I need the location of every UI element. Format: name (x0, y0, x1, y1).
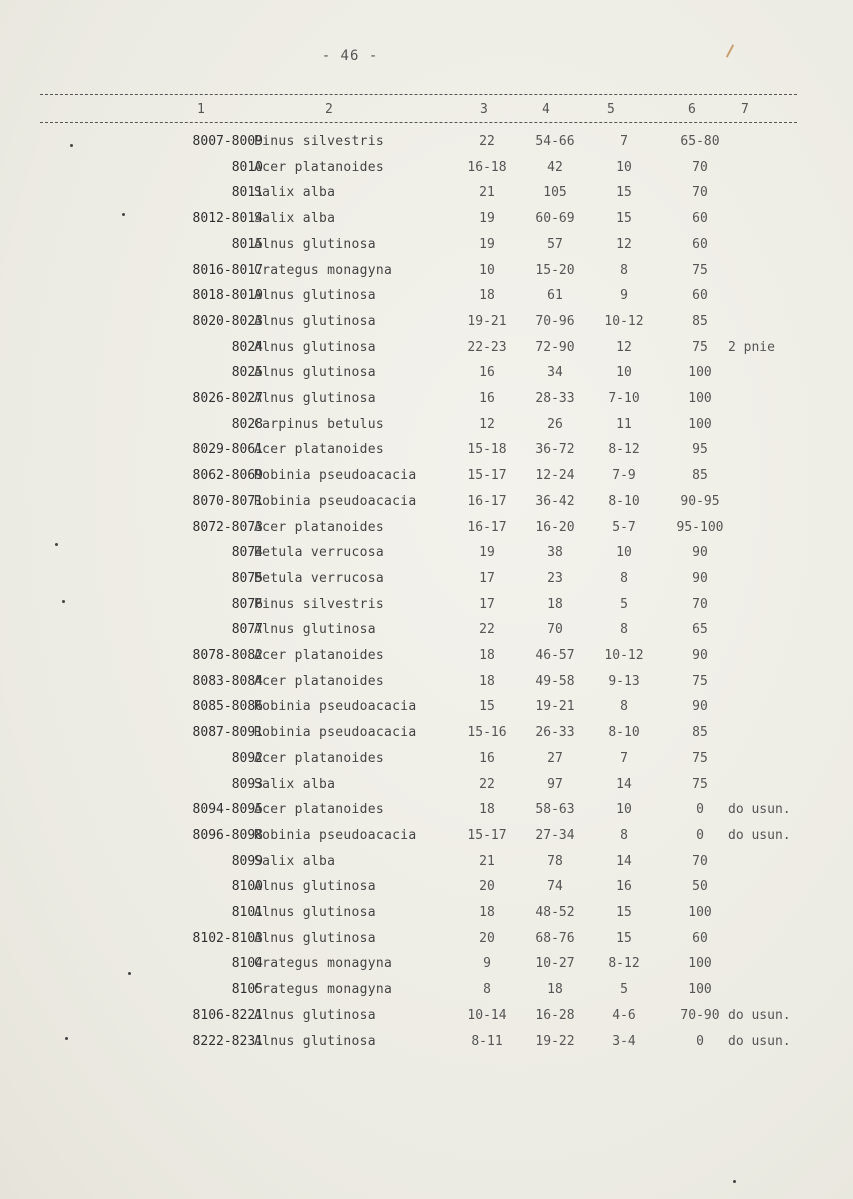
cell-col-1: 8026-8027 (192, 391, 263, 406)
cell-col-2: Alnus glutinosa (254, 905, 376, 920)
cell-col-4: 54-66 (535, 134, 575, 149)
cell-col-4: 18 (547, 982, 563, 998)
cell-col-3: 20 (479, 879, 495, 895)
cell-col-3: 16-17 (467, 493, 507, 509)
cell-col-2: Pinus silvestris (254, 134, 385, 149)
cell-col-1: 8222-8231 (192, 1033, 263, 1049)
cell-col-2: Alnus glutinosa (254, 339, 376, 355)
cell-col-5: 12 (616, 236, 632, 252)
cell-col-6: 50 (692, 879, 708, 895)
cell-col-4: 58-63 (535, 802, 575, 818)
cell-col-3: 18 (479, 288, 495, 304)
cell-col-2: Robinia pseudoacacia (254, 699, 417, 715)
cell-col-6: 100 (688, 416, 712, 432)
cell-col-4: 27-34 (535, 827, 575, 843)
cell-col-5: 16 (616, 879, 632, 895)
cell-col-2: Carpinus betulus (254, 416, 385, 432)
cell-col-2: Alnus glutinosa (254, 1033, 376, 1049)
cell-col-7: do usun. (728, 1007, 791, 1023)
cell-col-6: 75 (692, 776, 708, 792)
cell-col-1: 8011 (231, 185, 263, 201)
cell-col-5: 10 (616, 365, 632, 381)
cell-col-5: 11 (616, 416, 632, 432)
cell-col-1: 8076 (231, 596, 263, 612)
cell-col-2: Acer platanoides (254, 648, 385, 663)
cell-col-4: 34 (547, 365, 563, 381)
cell-col-4: 19-22 (535, 1033, 575, 1049)
cell-col-5: 9-13 (608, 673, 640, 689)
cell-col-4: 19-21 (535, 699, 575, 715)
cell-col-1: 8075 (231, 570, 263, 586)
table-row (0, 417, 853, 441)
cell-col-7: do usun. (728, 802, 791, 818)
cell-col-5: 7-10 (608, 391, 640, 406)
table-row (0, 571, 853, 595)
cell-col-1: 8106-8221 (192, 1007, 263, 1023)
cell-col-4: 27 (547, 750, 563, 766)
cell-col-3: 17 (479, 596, 495, 612)
margin-speck (733, 1180, 736, 1183)
cell-col-2: Alnus glutinosa (254, 313, 376, 329)
cell-col-6: 100 (688, 956, 712, 972)
cell-col-2: Salix alba (254, 211, 336, 227)
table-row (0, 160, 853, 184)
cell-col-1: 8015 (231, 236, 263, 252)
cell-col-5: 8 (620, 622, 628, 638)
cell-col-1: 8074 (231, 545, 263, 561)
header-col-4: 4 (542, 102, 550, 117)
cell-col-7: do usun. (728, 827, 791, 843)
cell-col-3: 16 (479, 750, 495, 766)
cell-col-1: 8105 (231, 982, 263, 998)
table-row (0, 365, 853, 389)
cell-col-3: 20 (479, 930, 495, 946)
table-row (0, 237, 853, 261)
cell-col-5: 15 (616, 211, 632, 227)
cell-col-5: 7 (620, 750, 628, 766)
cell-col-3: 19 (479, 211, 495, 227)
table-row (0, 622, 853, 646)
cell-col-3: 10-14 (467, 1007, 507, 1023)
cell-col-3: 15-18 (467, 442, 507, 458)
cell-col-6: 100 (688, 905, 712, 920)
cell-col-2: Robinia pseudoacacia (254, 827, 417, 843)
cell-col-3: 16 (479, 365, 495, 381)
cell-col-6: 60 (692, 288, 708, 304)
cell-col-4: 97 (547, 776, 563, 792)
cell-col-5: 3-4 (612, 1033, 636, 1049)
header-col-2: 2 (325, 102, 333, 117)
pen-mark (726, 44, 734, 57)
table-row (0, 905, 853, 929)
cell-col-6: 60 (692, 211, 708, 227)
table-row (0, 134, 853, 158)
cell-col-4: 26-33 (535, 725, 575, 741)
cell-col-2: Salix alba (254, 185, 336, 201)
cell-col-4: 28-33 (535, 391, 575, 406)
cell-col-6: 75 (692, 673, 708, 689)
cell-col-2: Robinia pseudoacacia (254, 725, 417, 741)
table-row (0, 956, 853, 980)
cell-col-1: 8085-8086 (192, 699, 263, 715)
cell-col-5: 8-10 (608, 493, 640, 509)
cell-col-2: Alnus glutinosa (254, 365, 376, 381)
cell-col-1: 8029-8061 (192, 442, 263, 458)
cell-col-5: 10-12 (604, 313, 644, 329)
cell-col-3: 18 (479, 673, 495, 689)
cell-col-2: Betula verrucosa (254, 570, 385, 586)
cell-col-2: Robinia pseudoacacia (254, 493, 417, 509)
cell-col-6: 100 (688, 365, 712, 381)
cell-col-3: 18 (479, 905, 495, 920)
cell-col-4: 105 (543, 185, 567, 201)
cell-col-6: 70 (692, 159, 708, 175)
cell-col-1: 8078-8082 (192, 648, 263, 663)
cell-col-6: 90 (692, 545, 708, 561)
cell-col-4: 60-69 (535, 211, 575, 227)
cell-col-1: 8020-8023 (192, 313, 263, 329)
cell-col-6: 70-90 (680, 1007, 720, 1023)
cell-col-2: Alnus glutinosa (254, 930, 376, 946)
cell-col-2: Acer platanoides (254, 802, 385, 818)
cell-col-4: 61 (547, 288, 563, 304)
margin-speck (65, 1037, 68, 1040)
header-col-1: 1 (197, 102, 205, 117)
cell-col-1: 8093 (231, 776, 263, 792)
cell-col-4: 70 (547, 622, 563, 638)
cell-col-3: 15 (479, 699, 495, 715)
cell-col-4: 78 (547, 853, 563, 869)
page-number: - 46 - (321, 48, 379, 64)
cell-col-4: 15-20 (535, 262, 575, 278)
header-rule-bottom (40, 122, 797, 123)
cell-col-1: 8083-8084 (192, 673, 263, 689)
cell-col-5: 8-10 (608, 725, 640, 741)
cell-col-1: 8100 (231, 879, 263, 895)
cell-col-3: 19 (479, 236, 495, 252)
cell-col-3: 22 (479, 776, 495, 792)
table-row (0, 1008, 853, 1032)
cell-col-5: 7 (620, 134, 628, 149)
cell-col-1: 8072-8073 (192, 519, 263, 535)
cell-col-5: 10-12 (604, 648, 644, 663)
cell-col-6: 70 (692, 185, 708, 201)
cell-col-1: 8007-8009 (192, 134, 263, 149)
table-row (0, 854, 853, 878)
cell-col-6: 75 (692, 750, 708, 766)
cell-col-4: 42 (547, 159, 563, 175)
table-row (0, 931, 853, 955)
cell-col-4: 23 (547, 570, 563, 586)
cell-col-1: 8104 (231, 956, 263, 972)
cell-col-3: 10 (479, 262, 495, 278)
cell-col-2: Alnus glutinosa (254, 1007, 376, 1023)
cell-col-1: 8016-8017 (192, 262, 263, 278)
cell-col-7: do usun. (728, 1033, 791, 1049)
cell-col-4: 57 (547, 236, 563, 252)
table-row (0, 751, 853, 775)
cell-col-6: 70 (692, 853, 708, 869)
cell-col-4: 26 (547, 416, 563, 432)
table-row (0, 699, 853, 723)
cell-col-3: 12 (479, 416, 495, 432)
cell-col-4: 74 (547, 879, 563, 895)
cell-col-3: 22 (479, 622, 495, 638)
cell-col-1: 8062-8069 (192, 468, 263, 484)
cell-col-3: 9 (483, 956, 491, 972)
margin-speck (62, 600, 65, 603)
table-row (0, 442, 853, 466)
cell-col-1: 8025 (231, 365, 263, 381)
cell-col-6: 85 (692, 725, 708, 741)
cell-col-5: 10 (616, 159, 632, 175)
cell-col-4: 48-52 (535, 905, 575, 920)
table-row (0, 263, 853, 287)
cell-col-3: 17 (479, 570, 495, 586)
cell-col-5: 4-6 (612, 1007, 636, 1023)
cell-col-6: 60 (692, 236, 708, 252)
cell-col-6: 95 (692, 442, 708, 458)
cell-col-1: 8094-8095 (192, 802, 263, 818)
cell-col-3: 19-21 (467, 313, 507, 329)
cell-col-1: 8077 (231, 622, 263, 638)
table-row (0, 777, 853, 801)
table-row (0, 802, 853, 826)
header-rule-top (40, 94, 797, 95)
cell-col-4: 36-72 (535, 442, 575, 458)
cell-col-6: 100 (688, 391, 712, 406)
cell-col-2: Pinus silvestris (254, 596, 385, 612)
cell-col-2: Acer platanoides (254, 750, 385, 766)
cell-col-1: 8024 (231, 339, 263, 355)
table-row (0, 725, 853, 749)
cell-col-6: 75 (692, 262, 708, 278)
cell-col-5: 8-12 (608, 956, 640, 972)
cell-col-5: 15 (616, 185, 632, 201)
table-row (0, 545, 853, 569)
header-col-3: 3 (480, 102, 488, 117)
cell-col-3: 15-16 (467, 725, 507, 741)
cell-col-4: 10-27 (535, 956, 575, 972)
cell-col-1: 8101 (231, 905, 263, 920)
table-row (0, 288, 853, 312)
cell-col-2: Alnus glutinosa (254, 288, 376, 304)
table-row (0, 1034, 853, 1058)
cell-col-6: 60 (692, 930, 708, 946)
cell-col-5: 10 (616, 545, 632, 561)
cell-col-3: 16 (479, 391, 495, 406)
cell-col-1: 8087-8091 (192, 725, 263, 741)
table-row (0, 314, 853, 338)
cell-col-3: 19 (479, 545, 495, 561)
cell-col-1: 8012-8014 (192, 211, 263, 227)
cell-col-1: 8099 (231, 853, 263, 869)
cell-col-3: 8 (483, 982, 491, 998)
cell-col-2: Acer platanoides (254, 442, 385, 458)
cell-col-5: 5 (620, 596, 628, 612)
table-row (0, 468, 853, 492)
cell-col-6: 95-100 (676, 519, 724, 535)
cell-col-6: 85 (692, 468, 708, 484)
cell-col-5: 14 (616, 776, 632, 792)
cell-col-4: 16-20 (535, 519, 575, 535)
table-row (0, 494, 853, 518)
cell-col-1: 8028 (231, 416, 263, 432)
cell-col-5: 15 (616, 930, 632, 946)
cell-col-2: Acer platanoides (254, 519, 385, 535)
cell-col-2: Crategus monagyna (254, 956, 393, 972)
cell-col-3: 15-17 (467, 827, 507, 843)
cell-col-2: Crategus monagyna (254, 982, 393, 998)
cell-col-6: 90 (692, 699, 708, 715)
table-row (0, 828, 853, 852)
cell-col-6: 90-95 (680, 493, 720, 509)
cell-col-3: 8-11 (471, 1033, 503, 1049)
cell-col-5: 14 (616, 853, 632, 869)
cell-col-2: Robinia pseudoacacia (254, 468, 417, 484)
table-row (0, 674, 853, 698)
cell-col-4: 36-42 (535, 493, 575, 509)
cell-col-3: 15-17 (467, 468, 507, 484)
cell-col-2: Salix alba (254, 853, 336, 869)
cell-col-5: 9 (620, 288, 628, 304)
cell-col-5: 5 (620, 982, 628, 998)
cell-col-2: Salix alba (254, 776, 336, 792)
cell-col-4: 68-76 (535, 930, 575, 946)
cell-col-1: 8096-8098 (192, 827, 263, 843)
cell-col-6: 75 (692, 339, 708, 355)
cell-col-5: 10 (616, 802, 632, 818)
cell-col-6: 0 (696, 827, 704, 843)
cell-col-7: 2 pnie (728, 339, 775, 355)
cell-col-6: 65-80 (680, 134, 720, 149)
cell-col-3: 18 (479, 802, 495, 818)
cell-col-3: 18 (479, 648, 495, 663)
cell-col-4: 16-28 (535, 1007, 575, 1023)
cell-col-6: 90 (692, 648, 708, 663)
cell-col-6: 0 (696, 1033, 704, 1049)
cell-col-2: Betula verrucosa (254, 545, 385, 561)
cell-col-4: 18 (547, 596, 563, 612)
cell-col-1: 8010 (231, 159, 263, 175)
cell-col-4: 70-96 (535, 313, 575, 329)
cell-col-6: 100 (688, 982, 712, 998)
cell-col-5: 15 (616, 905, 632, 920)
cell-col-5: 7-9 (612, 468, 636, 484)
cell-col-6: 90 (692, 570, 708, 586)
cell-col-6: 0 (696, 802, 704, 818)
cell-col-3: 21 (479, 185, 495, 201)
header-col-5: 5 (607, 102, 615, 117)
cell-col-3: 22 (479, 134, 495, 149)
cell-col-5: 8-12 (608, 442, 640, 458)
cell-col-1: 8070-8071 (192, 493, 263, 509)
header-col-6: 6 (688, 102, 696, 117)
cell-col-2: Crategus monagyna (254, 262, 393, 278)
table-row (0, 879, 853, 903)
cell-col-5: 8 (620, 262, 628, 278)
cell-col-5: 5-7 (612, 519, 636, 535)
table-row (0, 340, 853, 364)
cell-col-1: 8018-8019 (192, 288, 263, 304)
cell-col-6: 70 (692, 596, 708, 612)
cell-col-2: Alnus glutinosa (254, 391, 376, 406)
margin-speck (122, 213, 125, 216)
cell-col-4: 72-90 (535, 339, 575, 355)
cell-col-6: 85 (692, 313, 708, 329)
cell-col-2: Alnus glutinosa (254, 236, 376, 252)
table-row (0, 597, 853, 621)
margin-speck (70, 144, 73, 147)
table-row (0, 211, 853, 235)
cell-col-4: 38 (547, 545, 563, 561)
cell-col-3: 21 (479, 853, 495, 869)
cell-col-3: 16-18 (467, 159, 507, 175)
cell-col-4: 49-58 (535, 673, 575, 689)
table-row (0, 391, 853, 415)
cell-col-1: 8092 (231, 750, 263, 766)
cell-col-5: 8 (620, 827, 628, 843)
table-row (0, 185, 853, 209)
table-row (0, 520, 853, 544)
cell-col-2: Alnus glutinosa (254, 622, 376, 638)
margin-speck (128, 972, 131, 975)
cell-col-5: 8 (620, 699, 628, 715)
cell-col-5: 8 (620, 570, 628, 586)
cell-col-6: 65 (692, 622, 708, 638)
cell-col-2: Acer platanoides (254, 159, 385, 175)
table-row (0, 648, 853, 672)
table-row (0, 982, 853, 1006)
cell-col-4: 46-57 (535, 648, 575, 663)
cell-col-3: 16-17 (467, 519, 507, 535)
cell-col-2: Acer platanoides (254, 673, 385, 689)
header-col-7: 7 (741, 102, 749, 117)
cell-col-5: 12 (616, 339, 632, 355)
margin-speck (55, 543, 58, 546)
cell-col-2: Alnus glutinosa (254, 879, 376, 895)
cell-col-1: 8102-8103 (192, 930, 263, 946)
cell-col-4: 12-24 (535, 468, 575, 484)
cell-col-3: 22-23 (467, 339, 507, 355)
